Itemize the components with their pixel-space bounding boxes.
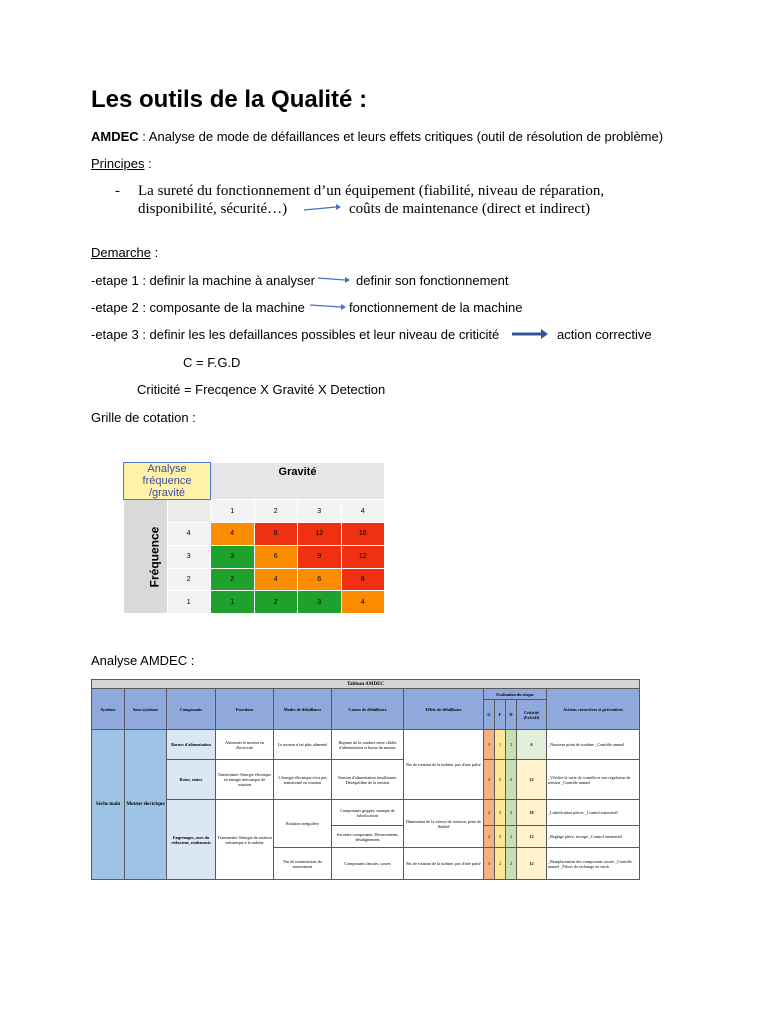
demarche-heading: [91, 245, 158, 260]
d-value: 3: [506, 800, 517, 826]
criticite-value: 12: [517, 826, 547, 848]
d-value: 2: [506, 848, 517, 880]
criticite-value: 6: [517, 730, 547, 760]
action-cell: _Vérifier la carte de contrôle et son régulateur de tension _Contrôle annuel: [547, 760, 640, 800]
gravite-col-number: 4: [341, 500, 385, 523]
header-d: D: [506, 700, 517, 730]
grille-cell: 4: [254, 568, 298, 591]
bullet-dash: -: [115, 183, 120, 199]
header-g: G: [484, 700, 495, 730]
header-sous-systemes: Sous-systèmes: [125, 689, 167, 730]
formula-short: C = F.G.D: [183, 355, 241, 370]
frequence-label: Fréquence: [147, 526, 162, 587]
amdec-term: AMDEC: [91, 129, 139, 144]
step-2-result: fonctionnement de la machine: [349, 300, 523, 315]
composant-cell: Engrenages, axes du réducteur, roulements: [167, 800, 216, 880]
mode-cell: L'énergie électrique n'est pas transformé en rotation: [274, 760, 332, 800]
g-value: 2: [484, 826, 495, 848]
grille-cell: 8: [254, 523, 298, 546]
step-3-text: -etape 3 : definir les les defaillances possibles et leur niveau de criticité: [91, 327, 500, 342]
header-composants: Composants: [167, 689, 216, 730]
cause-cell: Composants grippés, manque de lubrification: [332, 800, 404, 826]
effet-cell: Pas de rotation de la turbine, pas d'aire pulsé: [404, 848, 484, 880]
frequence-row-number: 4: [167, 523, 211, 546]
amdec-table-title: Tableau AMDEC: [92, 680, 640, 689]
composant-cell: Bornes d'alimentation: [167, 730, 216, 760]
sous-systeme-cell: Moteur électrique: [125, 730, 167, 880]
f-value: 3: [495, 800, 506, 826]
f-value: 2: [495, 760, 506, 800]
effet-cell: Diminution de la vitesse de rotation, perte de fluidité: [404, 800, 484, 848]
grille-cell: 2: [254, 591, 298, 614]
frequence-row-number: 2: [167, 568, 211, 591]
frequence-header: [124, 500, 168, 614]
mode-cell: Rotation irrégulière: [274, 800, 332, 848]
grille-cell: 3: [211, 545, 255, 568]
g-value: 3: [484, 730, 495, 760]
amdec-table: [91, 679, 639, 880]
principes-heading: [91, 156, 152, 171]
gravite-col-number: 2: [254, 500, 298, 523]
grille-cell: 1: [211, 591, 255, 614]
principes-colon: :: [144, 156, 152, 171]
principes-line-2: disponibilité, sécurité…): [138, 201, 288, 217]
d-value: 2: [506, 730, 517, 760]
cause-cell: Rupture de la soudure entre câbles d'alimentation et borne du moteur: [332, 730, 404, 760]
frequence-row-number: 1: [167, 591, 211, 614]
grille-cell: 4: [211, 523, 255, 546]
grille-cell: 16: [341, 523, 385, 546]
mode-cell: Le moteur n'est plus alimenté: [274, 730, 332, 760]
cause-cell: Jeu entre composants, Desserrement, désalignement: [332, 826, 404, 848]
grille-corner-line: /gravité: [148, 487, 186, 499]
analyse-label: Analyse AMDEC :: [91, 653, 195, 668]
systeme-cell: Sèche main: [92, 730, 125, 880]
principes-label: Principes: [91, 156, 145, 171]
grille-cell: 4: [341, 591, 385, 614]
header-f: F: [495, 700, 506, 730]
step-1-result: definir son fonctionnement: [356, 273, 509, 288]
grille-cell: 8: [341, 568, 385, 591]
demarche-colon: :: [150, 245, 159, 260]
header-criticite: Criticité (FxGxD): [517, 700, 547, 730]
gravite-col-number: 3: [298, 500, 342, 523]
fonction-cell: Transmettre l'énergie de rotation mécanique à la turbine: [216, 800, 274, 880]
grille-cotation: [123, 462, 385, 614]
grille-corner-line: fréquence: [142, 475, 192, 487]
grille-cell: 6: [298, 568, 342, 591]
header-systeme: Système: [92, 689, 125, 730]
header-actions: Actions correctives et préventives: [547, 689, 640, 730]
action-cell: _Nouveau point de soudure _Contrôle annuel: [547, 730, 640, 760]
action-cell: _Remplacement des composants cassés _Contrôle annuel _Pièces de rechange en stock: [547, 848, 640, 880]
principes-target: coûts de maintenance (direct et indirect): [349, 201, 591, 217]
f-value: 2: [495, 848, 506, 880]
grille-label: Grille de cotation :: [91, 410, 196, 425]
grille-cell: 9: [298, 545, 342, 568]
frequence-row-number: 3: [167, 545, 211, 568]
cause-cell: Tension d'alimentation insuffisante, Déséquilibre de la tension: [332, 760, 404, 800]
header-effets: Effets de défaillance: [404, 689, 484, 730]
criticite-value: 12: [517, 848, 547, 880]
action-cell: _Réglage pièce, serrage _Control semestriel: [547, 826, 640, 848]
g-value: 2: [484, 800, 495, 826]
header-fonctions: Fonctions: [216, 689, 274, 730]
amdec-definition-text: : Analyse de mode de défaillances et leurs effets critiques (outil de résolution de problème): [138, 129, 664, 144]
header-modes: Modes de défaillance: [274, 689, 332, 730]
d-value: 2: [506, 760, 517, 800]
grille-cell: 6: [254, 545, 298, 568]
header-evaluation: Evaluation du risque: [484, 689, 547, 700]
step-1-text: -etape 1 : definir la machine à analyser: [91, 273, 316, 288]
arrow-icon: [302, 202, 342, 214]
grille-cell: 2: [211, 568, 255, 591]
mode-cell: Pas de transmission du mouvement: [274, 848, 332, 880]
arrow-icon: [309, 300, 347, 312]
effet-cell: Pas de rotation de la turbine, pas d'aire pulsé: [404, 730, 484, 800]
formula-long: Criticité = Frecqence X Gravité X Detection: [137, 382, 386, 397]
g-value: 3: [484, 848, 495, 880]
grille-cell: 12: [341, 545, 385, 568]
amdec-definition: [91, 129, 663, 144]
page-title: Les outils de la Qualité :: [91, 86, 368, 113]
grille-corner: [124, 463, 211, 500]
grille-empty-cell: [167, 500, 211, 523]
header-causes: Causes de défaillance: [332, 689, 404, 730]
arrow-icon: [317, 273, 351, 285]
grille-cell: 3: [298, 591, 342, 614]
arrow-icon: [511, 328, 549, 340]
g-value: 3: [484, 760, 495, 800]
d-value: 2: [506, 826, 517, 848]
criticite-value: 18: [517, 800, 547, 826]
step-3-result: action corrective: [557, 327, 652, 342]
criticite-value: 12: [517, 760, 547, 800]
f-value: 3: [495, 826, 506, 848]
f-value: 1: [495, 730, 506, 760]
composant-cell: Rotor, stator: [167, 760, 216, 800]
principes-line-1: La sureté du fonctionnement d’un équipement (fiabilité, niveau de réparation,: [138, 183, 605, 199]
cause-cell: Composants faussés, cassés: [332, 848, 404, 880]
grille-cell: 12: [298, 523, 342, 546]
fonction-cell: Transformer l'énergie électrique en énergie mécanique de rotation: [216, 760, 274, 800]
gravite-header: Gravité: [211, 463, 385, 500]
demarche-label: Demarche: [91, 245, 151, 260]
step-2-text: -etape 2 : composante de la machine: [91, 300, 305, 315]
action-cell: _Lubrification pièces _Control semestriel: [547, 800, 640, 826]
fonction-cell: Alimenter le moteur en électricité: [216, 730, 274, 760]
gravite-col-number: 1: [211, 500, 255, 523]
grille-corner-line: Analyse: [147, 463, 187, 475]
